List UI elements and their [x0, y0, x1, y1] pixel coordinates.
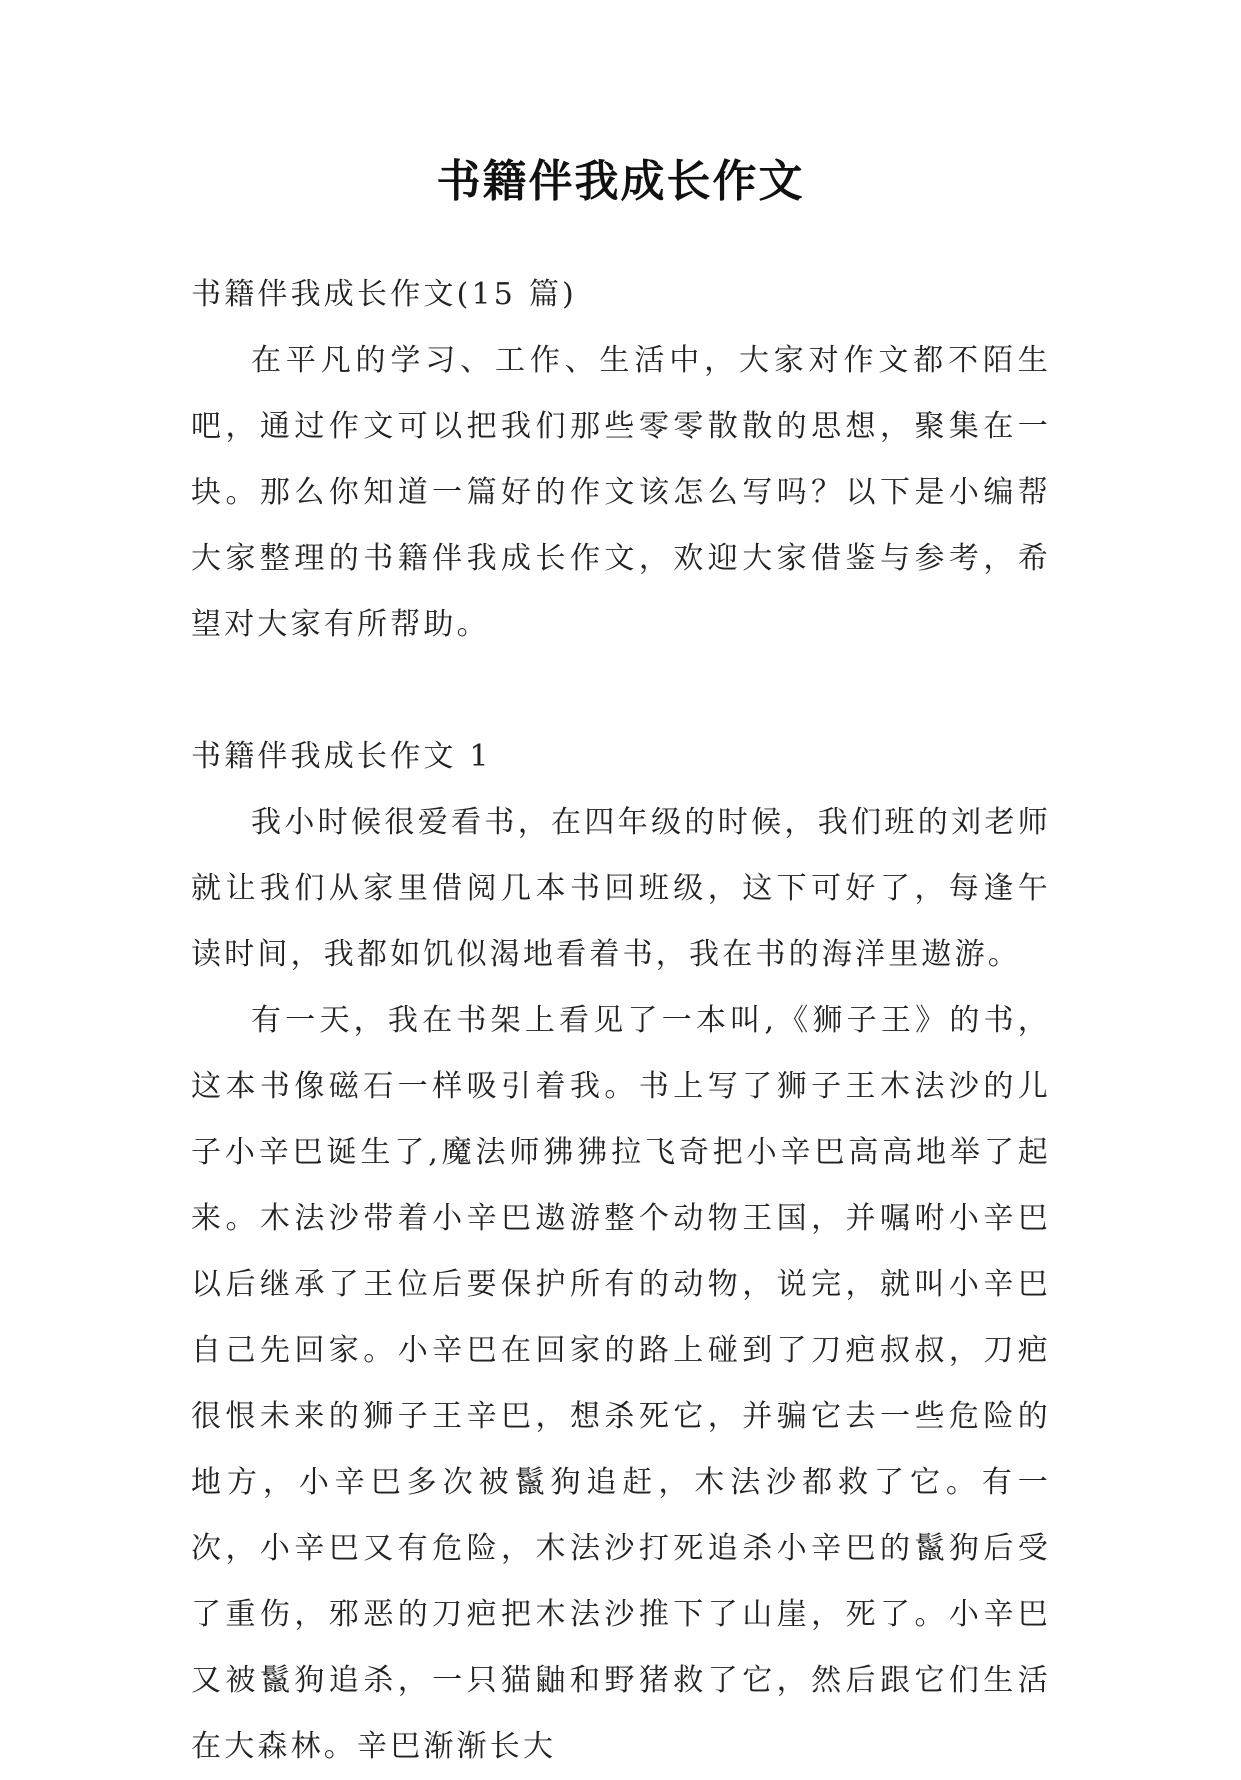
document-body [191, 262, 1051, 1780]
document-subtitle: 书籍伴我成长作文(15 篇) [191, 277, 577, 312]
section-spacer [191, 658, 1051, 724]
document-title: 书籍伴我成长作文 [436, 156, 805, 207]
section-heading: 书籍伴我成长作文 1 [191, 739, 492, 774]
body-paragraph: 我小时候很爱看书，在四年级的时候，我们班的刘老师就让我们从家里借阅几本书回班级，这下可好了，每逢午读时间，我都如饥似渴地看着书，我在书的海洋里遨游。 [191, 805, 1051, 972]
intro-paragraph: 在平凡的学习、工作、生活中，大家对作文都不陌生吧，通过作文可以把我们那些零零散散的思想，聚集在一块。那么你知道一篇好的作文该怎么写吗？以下是小编帮大家整理的书籍伴我成长作文，欢迎大家借鉴与参考，希望对大家有所帮助。 [191, 343, 1051, 642]
body-paragraph: 有一天，我在书架上看见了一本叫,《狮子王》的书，这本书像磁石一样吸引着我。书上写了狮子王木法沙的儿子小辛巴诞生了,魔法师狒狒拉飞奇把小辛巴高高地举了起来。木法沙带着小辛巴遨游整个动物王国，并嘱咐小辛巴以后继承了王位后要保护所有的动物，说完，就叫小辛巴自己先回家。小辛巴在回家的路上碰到了刀疤叔叔，刀疤很恨未来的狮子王辛巴，想杀死它，并骗它去一些危险的地方，小辛巴多次被鬣狗追赶，木法沙都救了它。有一次，小辛巴又有危险，木法沙打死追杀小辛巴的鬣狗后受了重伤，邪恶的刀疤把木法沙推下了山崖，死了。小辛巴又被鬣狗追杀，一只猫鼬和野猪救了它，然后跟它们生活在大森林。辛巴渐渐长大 [191, 1003, 1051, 1764]
